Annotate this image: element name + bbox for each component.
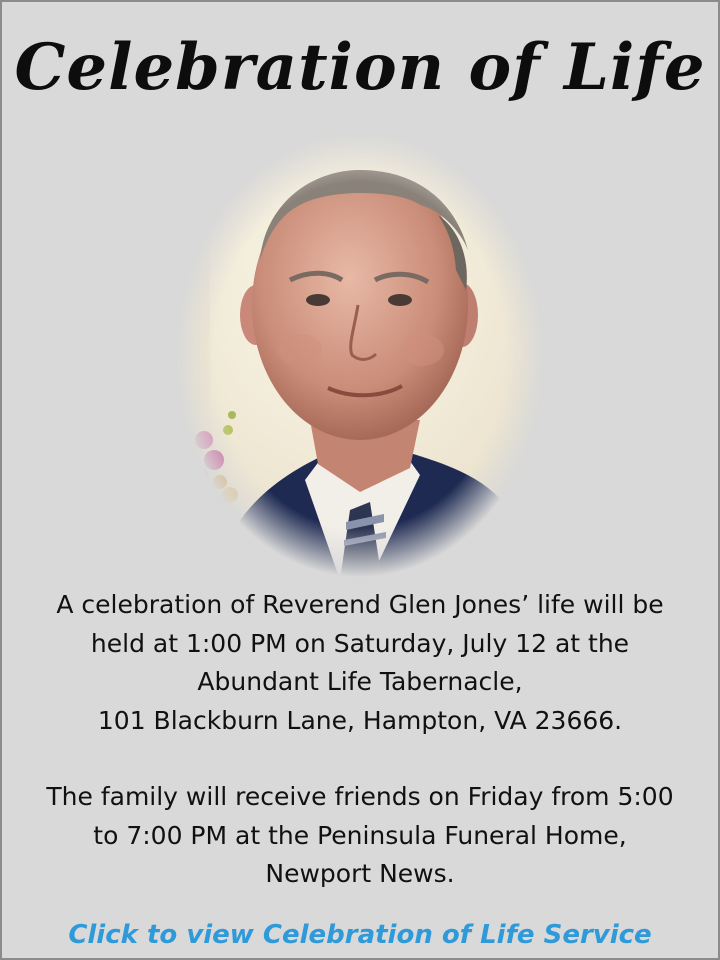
- portrait-photo: [170, 130, 550, 580]
- view-service-link[interactable]: Click to view Celebration of Life Service: [68, 920, 652, 950]
- visitation-line-2: to 7:00 PM at the Peninsula Funeral Home,: [93, 820, 627, 850]
- announcement-line-4: 101 Blackburn Lane, Hampton, VA 23666.: [97, 705, 623, 735]
- page-title: Celebration of Life: [14, 30, 706, 105]
- announcement-line-3: Abundant Life Tabernacle,: [197, 667, 523, 696]
- visitation-line-1: The family will receive friends on Friday from 5:00: [46, 782, 674, 811]
- visitation-line-3: Newport News.: [265, 859, 455, 888]
- portrait-illustration: [170, 130, 550, 580]
- announcement-line-1: A celebration of Reverend Glen Jones’ life will be: [56, 590, 664, 619]
- announcement-line-2: held at 1:00 PM on Saturday, July 12 at the: [90, 628, 630, 658]
- visitation-details: [12, 778, 708, 894]
- service-announcement: [12, 586, 708, 740]
